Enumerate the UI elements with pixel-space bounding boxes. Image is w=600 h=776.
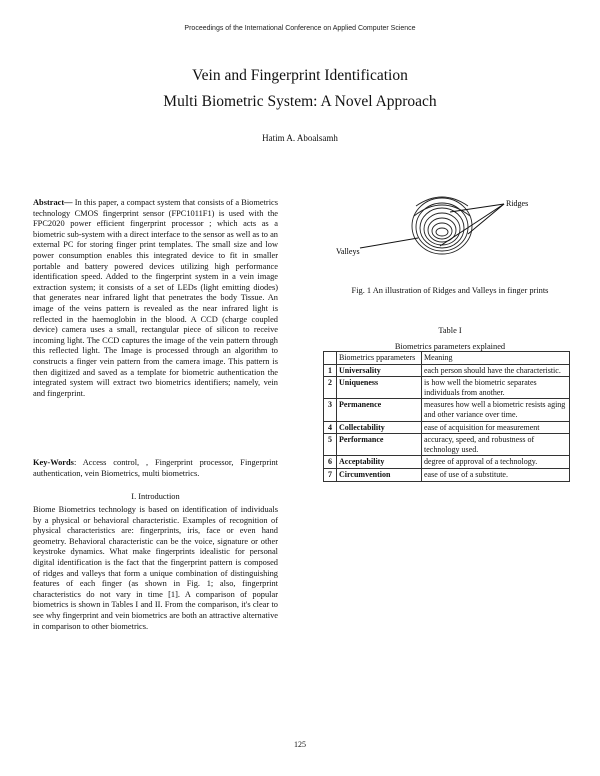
keywords: [33, 458, 278, 479]
header-meaning-cell: Meaning: [422, 352, 570, 365]
paper-title-line1: Vein and Fingerprint Identification: [192, 67, 408, 84]
author-name: Hatim A. Aboalsamh: [262, 133, 338, 143]
fingerprint-illustration: [330, 186, 570, 266]
row-param-cell: Performance: [337, 434, 422, 456]
row-number-cell: 5: [324, 434, 337, 456]
header-number-cell: [324, 352, 337, 365]
row-meaning-cell: degree of approval of a technology.: [422, 456, 570, 469]
row-meaning-cell: ease of use of a substitute.: [422, 468, 570, 481]
header-param-cell: Biometrics pparameters: [337, 352, 422, 365]
fingerprint-figure: [330, 186, 570, 266]
abstract-text: In this paper, a compact system that consists of a Biometrics technology CMOS fingerprint sensor (FPC1011F1) is used with the FPC2020 power efficient fingerprint processor ; which acts as a biometric sub-system with a direct interface to the sensor as well as to an external PC for storing finger print templates. The small size and low power consumption enables this integrated device to fit in smaller portable and battery powered devices utilizing high performance identification speed. Added to the fingerprint system in a vein image extraction system; it consists of a set of LEDs (light emitting diodes) that generates near infrared light that penetrates the body Tissue. An image of the veins pattern is revealed as the near infrared light is reflected in the haemoglobin in the blood. A CCD (charge coupled device) camera uses a small, rectangular piece of silicon to receive incoming light. The CCD captures the image of the vein pattern through this reflected light. The Image is processed through an algorithm to constructs a finger vein pattern from the camera image. This pattern is then digitized and saved as a template for biometric authentication the integrated system will extract two biometrics identifiers; namely, vein and fingerprint.: [33, 198, 278, 398]
row-param-cell: Universality: [337, 364, 422, 377]
abstract-label: Abstract—: [33, 198, 73, 207]
table-row: [324, 468, 570, 481]
row-param-cell: Permanence: [337, 399, 422, 421]
keywords-text: : Access control, , Fingerprint processor, Fingerprint authentication, vein Biometrics, multi biometrics.: [33, 458, 278, 478]
row-number-cell: 4: [324, 421, 337, 434]
row-param-cell: Collectability: [337, 421, 422, 434]
fingerprint-ridges: [412, 197, 472, 254]
row-param-cell: Uniqueness: [337, 377, 422, 399]
row-number-cell: 7: [324, 468, 337, 481]
table-row: [324, 434, 570, 456]
page-number: 125: [294, 740, 306, 749]
section-heading: I. Introduction: [131, 492, 180, 501]
row-meaning-cell: each person should have the characteristic.: [422, 364, 570, 377]
table-row: [324, 377, 570, 399]
row-meaning-cell: measures how well a biometric resists aging and other variance over time.: [422, 399, 570, 421]
row-meaning-cell: accuracy, speed, and robustness of technology used.: [422, 434, 570, 456]
row-param-cell: Acceptability: [337, 456, 422, 469]
row-number-cell: 6: [324, 456, 337, 469]
table-row: [324, 364, 570, 377]
row-number-cell: 3: [324, 399, 337, 421]
figure-caption: Fig. 1 An illustration of Ridges and Valleys in finger prints: [351, 286, 549, 295]
biometrics-table: [323, 351, 570, 482]
row-param-cell: Circumvention: [337, 468, 422, 481]
row-number-cell: 1: [324, 364, 337, 377]
table-caption: Biometrics parameters explained: [394, 342, 506, 351]
keywords-label: Key-Words: [33, 458, 74, 467]
abstract: [33, 198, 278, 399]
introduction-text: [33, 505, 278, 632]
intro-paragraph: Biome Biometrics technology is based on identification of individuals by a physical or behavioral characteristic. Examples of recognition of physical characteristics are: fingerprints, iris, face or even hand geometry. Behavioral characteristic can be the voice, signature or other keystroke dynamics. What make fingerprints idealistic for personal digital identification is the fact that the fingerprint pattern is composed of ridges and valleys that form a unique combination of distinguishing features of each finger (as shown in Fig. 1; also, fingerprint characteristics do not vary in time [1]. A comparison of popular biometrics is shown in Tables I and II. From the comparison, it's clear to see why fingerprint and vein biometrics are both an attractive alternative in comparison to other biometrics.: [33, 505, 278, 631]
table-row: [324, 399, 570, 421]
paper-title-line2: Multi Biometric System: A Novel Approach: [163, 93, 437, 110]
row-meaning-cell: is how well the biometric separates individuals from another.: [422, 377, 570, 399]
row-meaning-cell: ease of acquisition for measurement: [422, 421, 570, 434]
row-number-cell: 2: [324, 377, 337, 399]
ridges-label: Ridges: [506, 199, 529, 208]
table-row: [324, 456, 570, 469]
running-header: Proceedings of the International Conference on Applied Computer Science: [184, 25, 416, 32]
table-row: [324, 421, 570, 434]
valleys-label: Valleys: [336, 247, 360, 256]
table-label: Table I: [438, 326, 462, 335]
table-header-row: [324, 352, 570, 365]
